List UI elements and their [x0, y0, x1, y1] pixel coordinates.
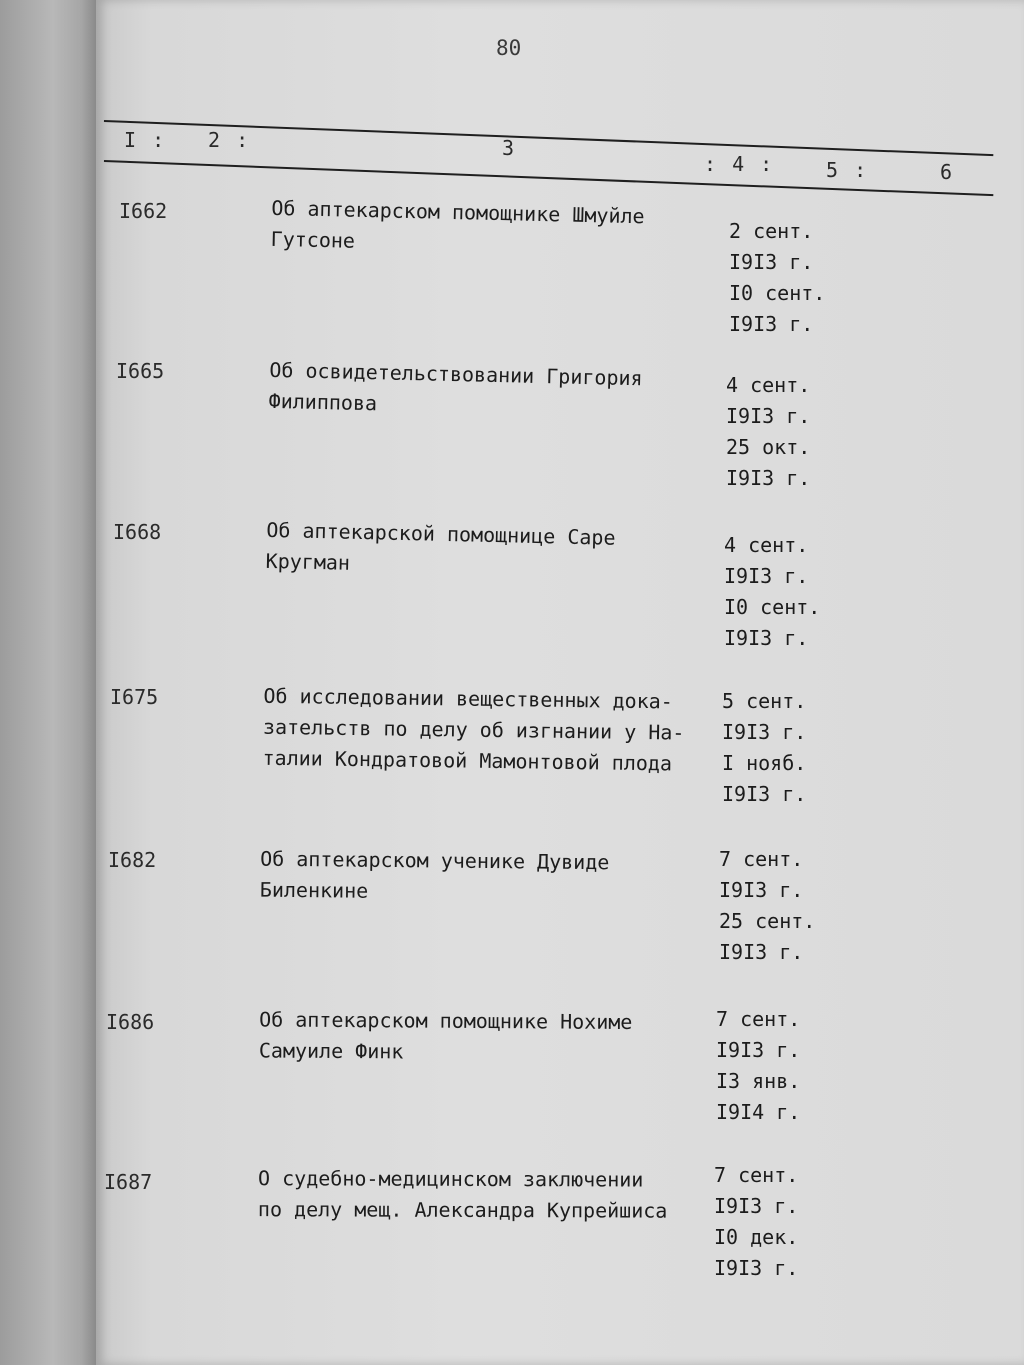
entry-title: О судебно-медицинском заключении по делу мещ. Александра Купрейшиса — [257, 1166, 668, 1223]
entry-dates: 2 сент. I9I3 г. I0 сент. I9I3 г. — [729, 219, 826, 336]
entry-dates: 4 сент. I9I3 г. I0 сент. I9I3 г. — [724, 533, 821, 650]
adjacent-page-edge — [0, 0, 96, 1365]
entry-number: I682 — [108, 848, 157, 872]
column-header-5: 5 : — [826, 158, 869, 182]
entry-dates: 4 сент. I9I3 г. 25 окт. I9I3 г. — [726, 373, 811, 490]
entry-dates: 7 сент. I9I3 г. I3 янв. I9I4 г. — [716, 1007, 801, 1124]
entry-number: I675 — [110, 685, 159, 709]
page-number: 80 — [496, 36, 522, 60]
entry-number: I687 — [104, 1170, 153, 1194]
entry-number: I665 — [116, 359, 165, 383]
entry-title: Об освидетельствовании Григория Филиппова — [268, 357, 643, 416]
entry-dates: 7 сент. I9I3 г. 25 сент. I9I3 г. — [719, 847, 816, 964]
entry-number: I668 — [113, 520, 162, 544]
entry-number: I662 — [119, 199, 168, 223]
entry-title: Об аптекарской помощнице Саре Кругман — [265, 517, 616, 575]
entry-title: Об аптекарском помощнике Нохиме Самуиле Финк — [258, 1007, 633, 1064]
column-header-6: 6 — [940, 160, 955, 184]
entry-dates: 5 сент. I9I3 г. I нояб. I9I3 г. — [722, 689, 807, 806]
entry-title: Об аптекарском помощнике Шмуйле Гутсоне — [270, 195, 645, 253]
column-header-2: 2 : — [208, 128, 251, 152]
entry-title: Об исследовании вещественных дока- зательств по делу об изгнании у На- талии Кондратовой Мамонтовой плода — [262, 683, 685, 776]
entry-dates: 7 сент. I9I3 г. I0 дек. I9I3 г. — [714, 1163, 799, 1280]
entry-title: Об аптекарском ученике Дувиде Биленкине — [259, 846, 610, 903]
column-header-4: : 4 : — [704, 152, 775, 176]
entry-number: I686 — [106, 1010, 155, 1034]
column-header-3: 3 — [502, 136, 517, 160]
column-header-1: I : — [124, 128, 167, 152]
